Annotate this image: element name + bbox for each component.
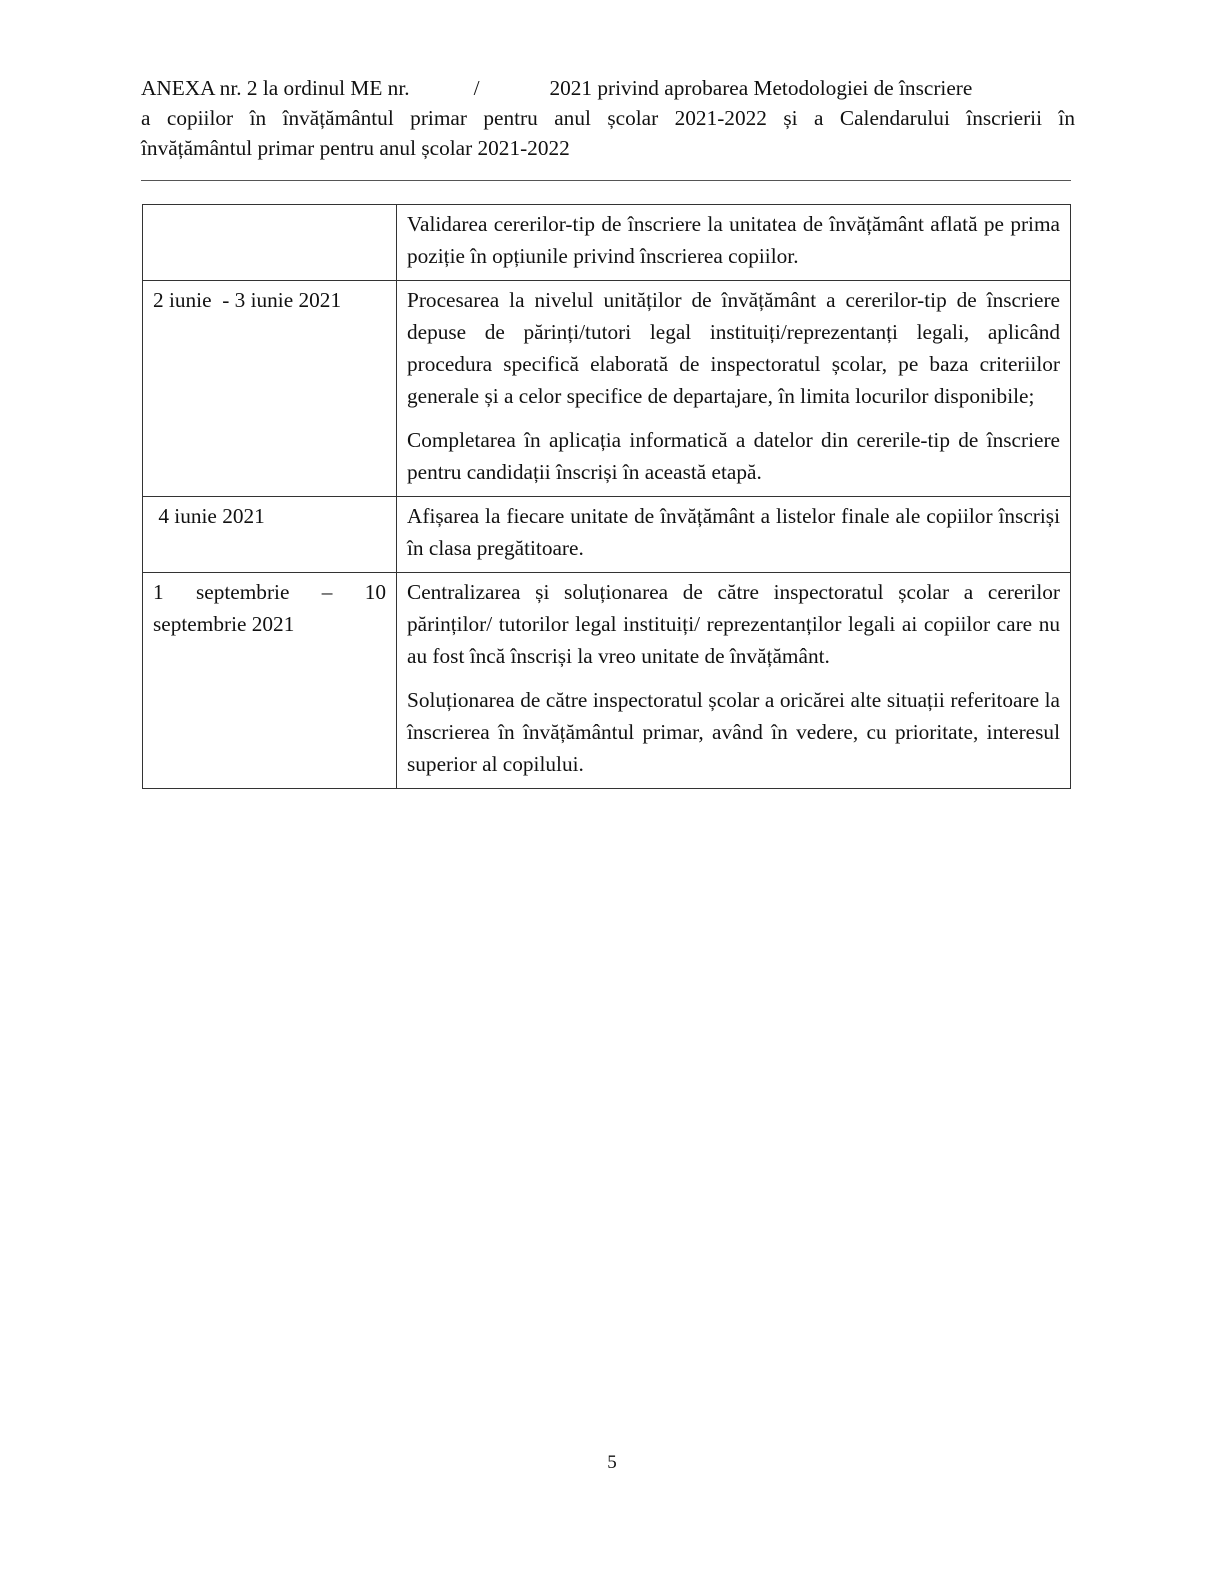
page-number: 5: [607, 1452, 617, 1473]
header-line-1-start: ANEXA nr. 2 la ordinul ME nr.: [141, 76, 410, 100]
header-order-separator: /: [473, 76, 480, 100]
header-line-3: învățământul primar pentru anul școlar 2021-2022: [141, 136, 570, 160]
description-cell: [397, 205, 1071, 281]
description-paragraph: Soluționarea de către inspectoratul școlar a oricărei alte situații referitoare la înscrierea în învățământul primar, având în vedere, cu prioritate, interesul superior al copilului.: [407, 688, 1060, 776]
description-paragraph: Procesarea la nivelul unităților de învățământ a cererilor-tip de înscriere depuse de părinți/tutori legal instituiți/reprezentanți legali, aplicând procedura specifică elaborată de inspectoratul școlar, pe baza criteriilor generale și a celor specifice de departajare, în limita locurilor disponibile;: [407, 288, 1060, 408]
header-line-1: [141, 73, 1075, 103]
description-cell: [397, 281, 1071, 497]
header-line-2: a copiilor în învățământul primar pentru anul școlar 2021-2022 și a Calendarului înscrierii în: [141, 106, 1075, 130]
date-cell: 1 septembrie – 10 septembrie 2021: [143, 573, 397, 789]
date-cell: 2 iunie - 3 iunie 2021: [143, 281, 397, 497]
table-row: [143, 497, 1071, 573]
table-row: [143, 281, 1071, 497]
schedule-table: [142, 204, 1071, 789]
page-header: [141, 73, 1075, 163]
description-cell: [397, 497, 1071, 573]
date-cell: [143, 205, 397, 281]
table-row: [143, 205, 1071, 281]
table-row: [143, 573, 1071, 789]
description-paragraph: Afișarea la fiecare unitate de învățământ a listelor finale ale copiilor înscriși în clasa pregătitoare.: [407, 504, 1060, 560]
header-line-1-end: 2021 privind aprobarea Metodologiei de înscriere: [549, 76, 973, 100]
header-separator-line: [141, 180, 1071, 181]
date-cell: 4 iunie 2021: [143, 497, 397, 573]
description-paragraph: Centralizarea și soluționarea de către inspectoratul școlar a cererilor părinților/ tutorilor legal instituiți/ reprezentanților legali ai copiilor care nu au fost încă înscriși la vreo unitate de învățământ.: [407, 580, 1060, 668]
description-paragraph: Completarea în aplicația informatică a datelor din cererile-tip de înscriere pentru candidații înscriși în această etapă.: [407, 428, 1060, 484]
description-paragraph: Validarea cererilor-tip de înscriere la unitatea de învățământ aflată pe prima poziție în opțiunile privind înscrierea copiilor.: [407, 212, 1060, 268]
description-cell: [397, 573, 1071, 789]
